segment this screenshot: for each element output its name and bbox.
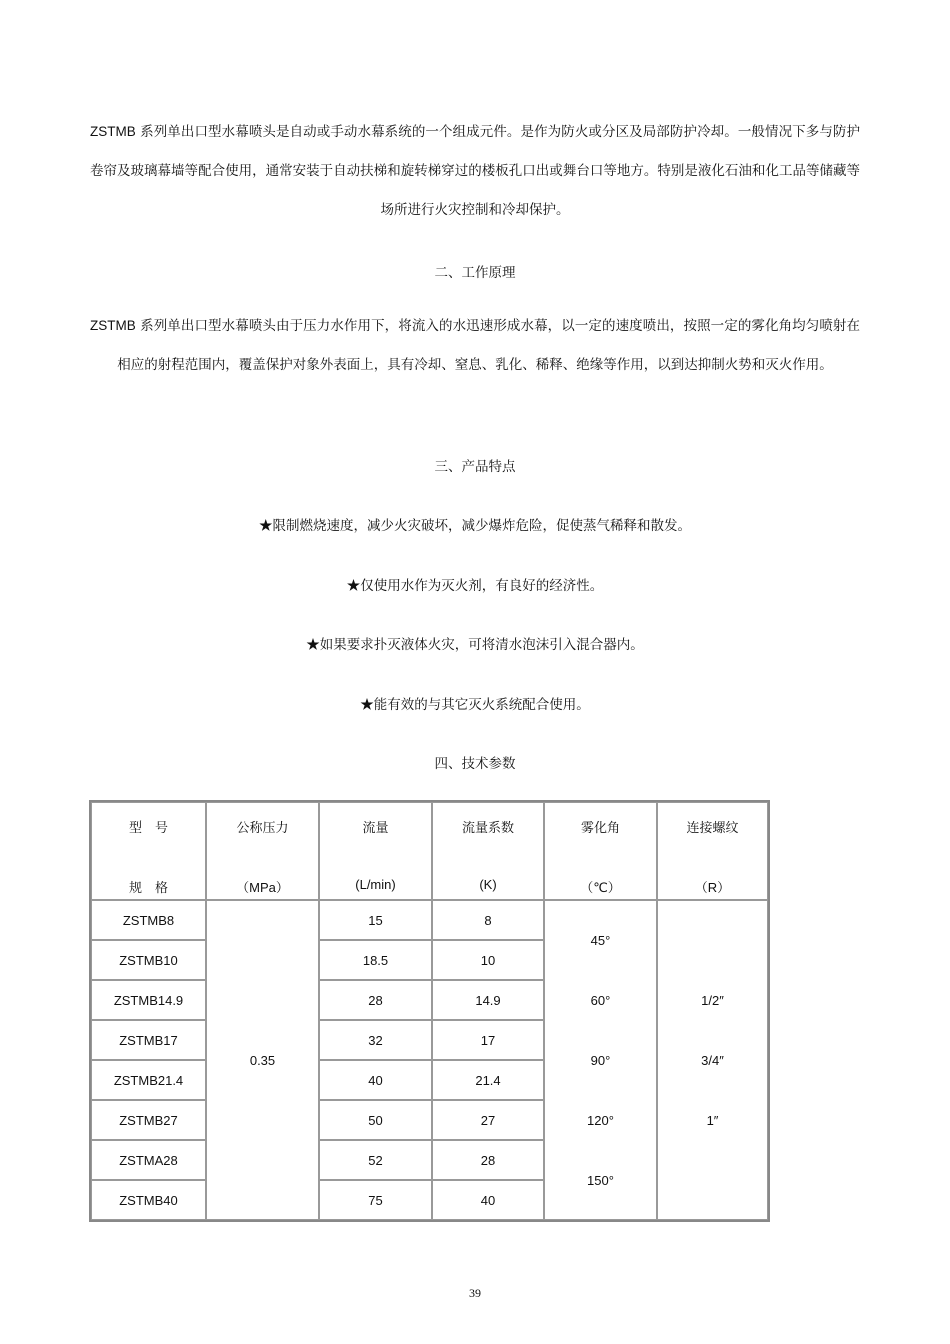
- coefficient-cell: 27: [432, 1100, 544, 1140]
- section4-heading: 四、技术参数: [434, 756, 516, 772]
- feature-4: ★能有效的与其它灭火系统配合使用。: [360, 697, 590, 713]
- intro-code: ZSTMB: [90, 124, 136, 139]
- coefficient-cell: 8: [432, 900, 544, 940]
- header-flow: 流量 (L/min): [319, 802, 432, 900]
- model-cell: ZSTMB17: [91, 1020, 206, 1060]
- thread-value: 1″: [706, 1113, 719, 1128]
- thread-value: 3/4″: [701, 1053, 724, 1068]
- spec-table: [89, 800, 770, 1222]
- table-row: [91, 900, 768, 940]
- header-pressure: 公称压力 （MPa）: [206, 802, 319, 900]
- flow-cell: 40: [319, 1060, 432, 1100]
- header-thread: 连接螺纹 （R）: [657, 802, 768, 900]
- coefficient-cell: 17: [432, 1020, 544, 1060]
- section2-heading: 二、工作原理: [434, 265, 516, 281]
- model-cell: ZSTMB8: [91, 900, 206, 940]
- flow-cell: 52: [319, 1140, 432, 1180]
- angle-value: 45°: [590, 933, 611, 948]
- angle-value: 120°: [587, 1113, 614, 1128]
- angle-value: 60°: [590, 993, 611, 1008]
- section3-heading: 三、产品特点: [434, 459, 516, 475]
- header-angle: 雾化角 （℃）: [544, 802, 657, 900]
- header-model: 型 号 规 格: [91, 802, 206, 900]
- model-cell: ZSTMB21.4: [91, 1060, 206, 1100]
- coefficient-cell: 28: [432, 1140, 544, 1180]
- flow-cell: 75: [319, 1180, 432, 1220]
- feature-2: ★仅使用水作为灭火剂，有良好的经济性。: [346, 578, 604, 594]
- header-coefficient: 流量系数 (K): [432, 802, 544, 900]
- coefficient-cell: 40: [432, 1180, 544, 1220]
- angle-cell: [544, 900, 657, 1220]
- thread-value: 1/2″: [701, 993, 724, 1008]
- feature-1: ★限制燃烧速度，减少火灾破坏，减少爆炸危险，促使蒸气稀释和散发。: [259, 518, 691, 534]
- flow-cell: 18.5: [319, 940, 432, 980]
- model-cell: ZSTMA28: [91, 1140, 206, 1180]
- thread-cell: [657, 900, 768, 1220]
- flow-cell: 32: [319, 1020, 432, 1060]
- angle-value: 90°: [590, 1053, 611, 1068]
- model-cell: ZSTMB10: [91, 940, 206, 980]
- intro-paragraph: [90, 112, 860, 230]
- feature-3: ★如果要求扑灭液体火灾，可将清水泡沫引入混合器内。: [306, 637, 644, 653]
- page-number: 39: [469, 1286, 481, 1300]
- angle-value: 150°: [587, 1173, 614, 1188]
- coefficient-cell: 10: [432, 940, 544, 980]
- model-cell: ZSTMB14.9: [91, 980, 206, 1020]
- header-row: [91, 802, 768, 900]
- flow-cell: 28: [319, 980, 432, 1020]
- flow-cell: 15: [319, 900, 432, 940]
- section2-code: ZSTMB: [90, 318, 136, 333]
- section2-paragraph: [90, 306, 860, 385]
- coefficient-cell: 21.4: [432, 1060, 544, 1100]
- flow-cell: 50: [319, 1100, 432, 1140]
- pressure-cell: 0.35: [206, 900, 319, 1220]
- model-cell: ZSTMB27: [91, 1100, 206, 1140]
- model-cell: ZSTMB40: [91, 1180, 206, 1220]
- intro-text: 系列单出口型水幕喷头是自动或手动水幕系统的一个组成元件。是作为防火或分区及局部防护冷却。一般情况下多与防护卷帘及玻璃幕墙等配合使用，通常安装于自动扶梯和旋转梯穿过的楼板孔口出或舞台口等地方。特别是液化石油和化工品等储藏等场所进行火灾控制和冷却保护。: [90, 124, 861, 218]
- coefficient-cell: 14.9: [432, 980, 544, 1020]
- section2-text: 系列单出口型水幕喷头由于压力水作用下，将流入的水迅速形成水幕，以一定的速度喷出，按照一定的雾化角均匀喷射在相应的射程范围内，覆盖保护对象外表面上，具有冷却、窒息、乳化、稀释、绝缘等作用，以到达抑制火势和灭火作用。: [117, 318, 861, 373]
